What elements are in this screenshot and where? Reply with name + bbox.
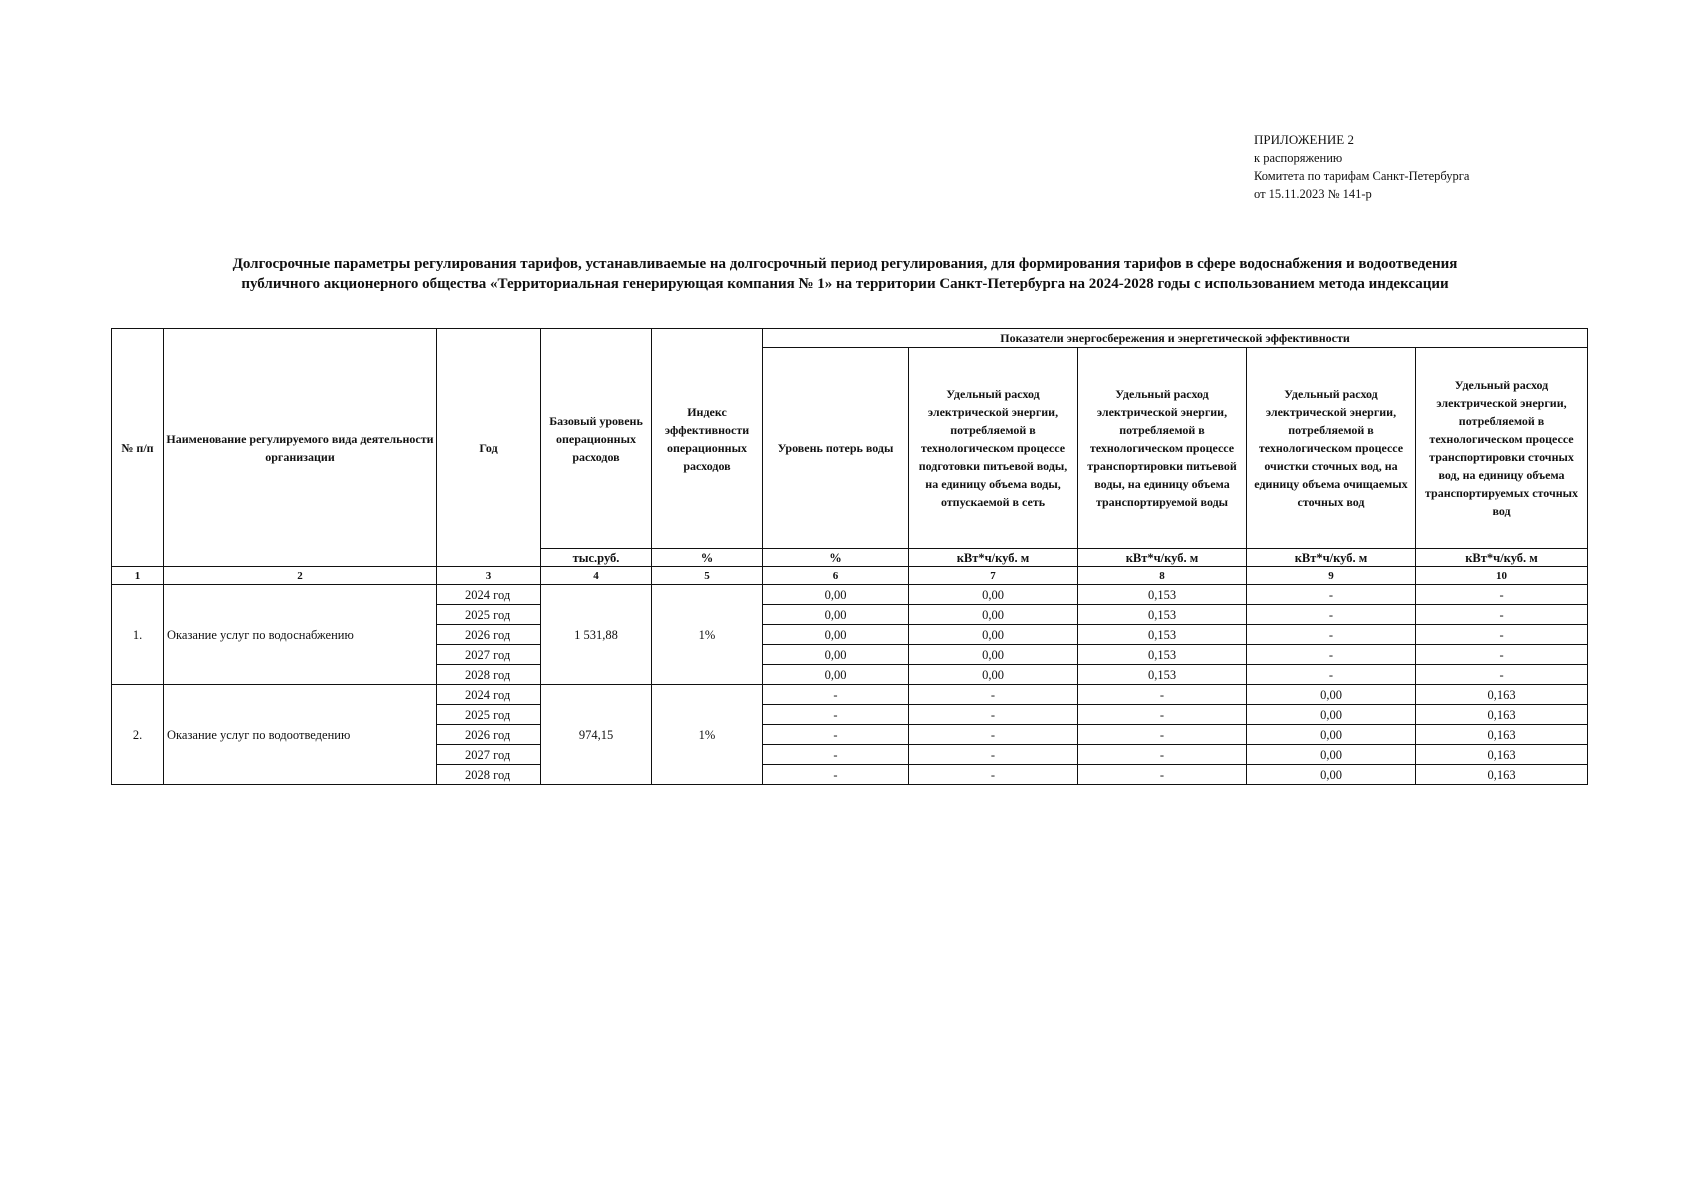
base-cost-cell: 1 531,88 [541, 585, 652, 685]
energy-transport-water-cell: - [1078, 765, 1247, 785]
energy-transport-water-cell: - [1078, 745, 1247, 765]
header-name: Наименование регулируемого вида деятельности организации [164, 329, 437, 567]
energy-transport-waste-cell: 0,163 [1416, 705, 1588, 725]
year-cell: 2026 год [437, 625, 541, 645]
energy-transport-waste-cell: 0,163 [1416, 725, 1588, 745]
energy-transport-water-cell: 0,153 [1078, 625, 1247, 645]
header-loss: Уровень потерь воды [763, 348, 909, 549]
header-index: Индекс эффективности операционных расходов [652, 329, 763, 549]
column-number: 4 [541, 567, 652, 585]
header-base: Базовый уровень операционных расходов [541, 329, 652, 549]
title-line: Долгосрочные параметры регулирования тарифов, устанавливаемые на долгосрочный период регулирования, для формирования тарифов в сфере водоснабжения и водоотведения [232, 256, 1458, 272]
energy-treatment-cell: 0,00 [1247, 765, 1416, 785]
year-cell: 2027 год [437, 645, 541, 665]
energy-treatment-cell: 0,00 [1247, 705, 1416, 725]
row-number: 1. [112, 585, 164, 685]
column-number: 3 [437, 567, 541, 585]
header-year: Год [437, 329, 541, 567]
water-loss-cell: 0,00 [763, 605, 909, 625]
header-row-group [112, 329, 1588, 348]
header-c7: Удельный расход электрической энергии, потребляемой в технологическом процессе подготовки питьевой воды, на единицу объема воды, отпускаемой в сеть [909, 348, 1078, 549]
energy-prep-cell: 0,00 [909, 585, 1078, 605]
water-loss-cell: 0,00 [763, 585, 909, 605]
tariff-parameters-table [111, 328, 1588, 785]
unit-cell: кВт*ч/куб. м [1247, 549, 1416, 567]
energy-prep-cell: 0,00 [909, 625, 1078, 645]
energy-transport-waste-cell: - [1416, 625, 1588, 645]
table-row [112, 685, 1588, 705]
year-cell: 2024 год [437, 685, 541, 705]
year-cell: 2028 год [437, 765, 541, 785]
water-loss-cell: 0,00 [763, 625, 909, 645]
energy-transport-waste-cell: 0,163 [1416, 745, 1588, 765]
column-number: 7 [909, 567, 1078, 585]
water-loss-cell: - [763, 685, 909, 705]
energy-prep-cell: - [909, 685, 1078, 705]
unit-cell: кВт*ч/куб. м [1416, 549, 1588, 567]
column-number: 10 [1416, 567, 1588, 585]
year-cell: 2024 год [437, 585, 541, 605]
activity-name: Оказание услуг по водоснабжению [164, 585, 437, 685]
appendix-block [1254, 131, 1469, 203]
title-line: публичного акционерного общества «Территориальная генерирующая компания № 1» на территории Санкт-Петербурга на 2024-2028 годы с использованием метода индексации [241, 276, 1449, 292]
header-c8: Удельный расход электрической энергии, потребляемой в технологическом процессе транспортировки питьевой воды, на единицу объема транспортируемой воды [1078, 348, 1247, 549]
appendix-line: от 15.11.2023 № 141-р [1254, 187, 1372, 201]
appendix-line: Комитета по тарифам Санкт-Петербурга [1254, 169, 1470, 183]
column-number: 6 [763, 567, 909, 585]
year-cell: 2028 год [437, 665, 541, 685]
header-c9: Удельный расход электрической энергии, потребляемой в технологическом процессе очистки сточных вод, на единицу объема очищаемых сточных вод [1247, 348, 1416, 549]
year-cell: 2025 год [437, 705, 541, 725]
water-loss-cell: - [763, 705, 909, 725]
water-loss-cell: 0,00 [763, 645, 909, 665]
year-cell: 2025 год [437, 605, 541, 625]
energy-transport-water-cell: 0,153 [1078, 605, 1247, 625]
column-number: 1 [112, 567, 164, 585]
year-cell: 2026 год [437, 725, 541, 745]
column-number: 2 [164, 567, 437, 585]
appendix-line: к распоряжению [1254, 151, 1343, 165]
energy-transport-water-cell: 0,153 [1078, 645, 1247, 665]
energy-transport-water-cell: - [1078, 685, 1247, 705]
header-energy-group: Показатели энергосбережения и энергетической эффективности [763, 329, 1588, 348]
table-row [112, 585, 1588, 605]
energy-treatment-cell: - [1247, 665, 1416, 685]
energy-treatment-cell: 0,00 [1247, 725, 1416, 745]
appendix-heading: ПРИЛОЖЕНИЕ 2 [1254, 132, 1354, 147]
energy-prep-cell: 0,00 [909, 605, 1078, 625]
header-c10: Удельный расход электрической энергии, потребляемой в технологическом процессе транспортировки сточных вод, на единицу объема транспортируемых сточных вод [1416, 348, 1588, 549]
energy-transport-waste-cell: - [1416, 585, 1588, 605]
energy-transport-waste-cell: - [1416, 665, 1588, 685]
energy-treatment-cell: - [1247, 585, 1416, 605]
base-cost-cell: 974,15 [541, 685, 652, 785]
energy-transport-waste-cell: - [1416, 645, 1588, 665]
column-number: 9 [1247, 567, 1416, 585]
water-loss-cell: 0,00 [763, 665, 909, 685]
efficiency-index-cell: 1% [652, 585, 763, 685]
document-title [110, 254, 1580, 294]
unit-cell: тыс.руб. [541, 549, 652, 567]
energy-prep-cell: 0,00 [909, 665, 1078, 685]
unit-cell: % [652, 549, 763, 567]
energy-transport-waste-cell: 0,163 [1416, 765, 1588, 785]
water-loss-cell: - [763, 765, 909, 785]
energy-treatment-cell: 0,00 [1247, 685, 1416, 705]
unit-cell: % [763, 549, 909, 567]
row-number: 2. [112, 685, 164, 785]
unit-cell: кВт*ч/куб. м [1078, 549, 1247, 567]
header-num: № п/п [112, 329, 164, 567]
energy-transport-water-cell: 0,153 [1078, 585, 1247, 605]
energy-transport-water-cell: - [1078, 725, 1247, 745]
energy-prep-cell: - [909, 745, 1078, 765]
water-loss-cell: - [763, 745, 909, 765]
column-number: 5 [652, 567, 763, 585]
column-numbers-row [112, 567, 1588, 585]
efficiency-index-cell: 1% [652, 685, 763, 785]
energy-prep-cell: - [909, 705, 1078, 725]
activity-name: Оказание услуг по водоотведению [164, 685, 437, 785]
column-number: 8 [1078, 567, 1247, 585]
unit-cell: кВт*ч/куб. м [909, 549, 1078, 567]
energy-transport-water-cell: - [1078, 705, 1247, 725]
energy-prep-cell: - [909, 725, 1078, 745]
energy-prep-cell: 0,00 [909, 645, 1078, 665]
energy-treatment-cell: - [1247, 625, 1416, 645]
energy-transport-waste-cell: - [1416, 605, 1588, 625]
energy-prep-cell: - [909, 765, 1078, 785]
energy-treatment-cell: 0,00 [1247, 745, 1416, 765]
energy-transport-waste-cell: 0,163 [1416, 685, 1588, 705]
year-cell: 2027 год [437, 745, 541, 765]
energy-treatment-cell: - [1247, 605, 1416, 625]
energy-transport-water-cell: 0,153 [1078, 665, 1247, 685]
water-loss-cell: - [763, 725, 909, 745]
energy-treatment-cell: - [1247, 645, 1416, 665]
